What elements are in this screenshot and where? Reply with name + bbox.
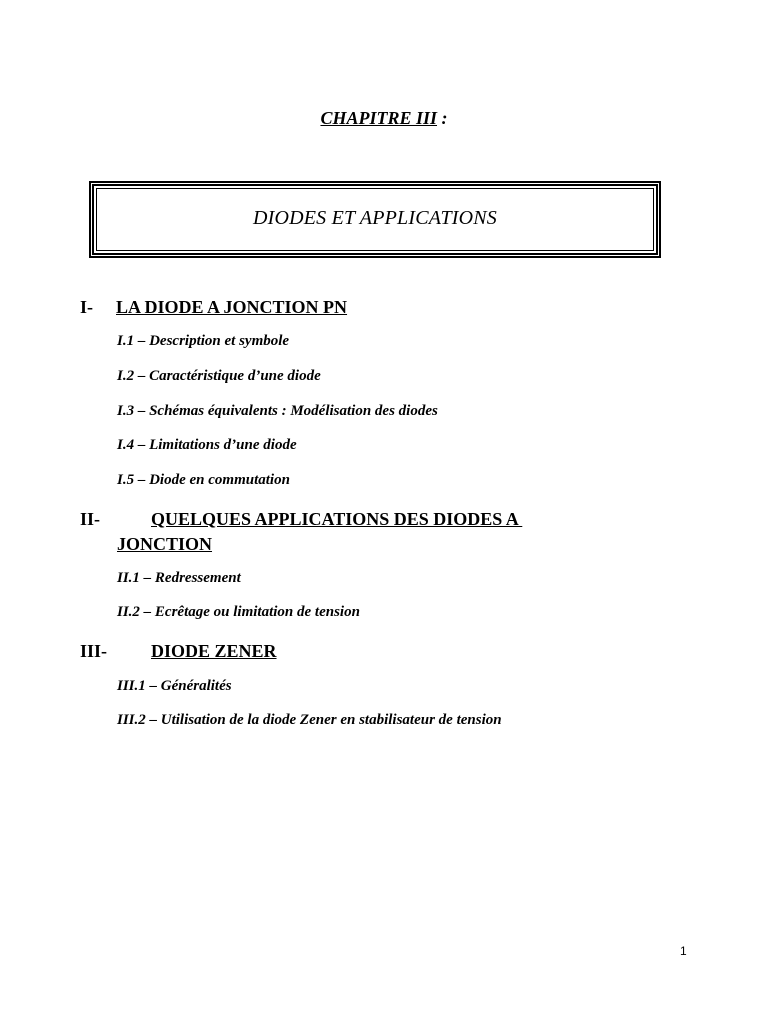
chapter-title: DIODES ET APPLICATIONS: [252, 207, 498, 229]
section-number: III-: [80, 641, 108, 661]
subsection-item: I.5 – Diode en commutation: [117, 472, 290, 488]
section-heading-2-continued: [117, 530, 212, 558]
chapter-title-box: [89, 181, 661, 258]
section-heading-1: [80, 293, 347, 321]
section-label-line2: JONCTION: [117, 534, 213, 554]
subsection-item: I.1 – Description et symbole: [117, 333, 290, 349]
subsection-item: III.2 – Utilisation de la diode Zener en stabilisateur de tension: [117, 712, 502, 728]
subsection-item: II.1 – Redressement: [117, 570, 241, 586]
section-label: DIODE ZENER: [151, 641, 277, 661]
section-label-line1: QUELQUES APPLICATIONS DES DIODES A: [151, 509, 523, 529]
section-heading-3: [80, 637, 277, 665]
chapter-suffix: :: [437, 108, 448, 128]
subsection-item: I.3 – Schémas équivalents : Modélisation des diodes: [117, 403, 438, 419]
subsection-item: I.4 – Limitations d’une diode: [117, 437, 297, 453]
section-number: I-: [80, 297, 93, 317]
section-label: LA DIODE A JONCTION PN: [116, 297, 348, 317]
subsection-item: III.1 – Généralités: [117, 678, 232, 694]
chapter-label: CHAPITRE III: [320, 108, 438, 128]
subsection-item: II.2 – Ecrêtage ou limitation de tension: [117, 604, 360, 620]
page-number: 1: [680, 944, 687, 958]
subsection-item: I.2 – Caractéristique d’une diode: [117, 368, 321, 384]
chapter-title-inner-frame: [96, 188, 654, 251]
section-heading-2: [80, 505, 522, 533]
chapter-heading: [0, 108, 768, 129]
section-number: II-: [80, 509, 101, 529]
